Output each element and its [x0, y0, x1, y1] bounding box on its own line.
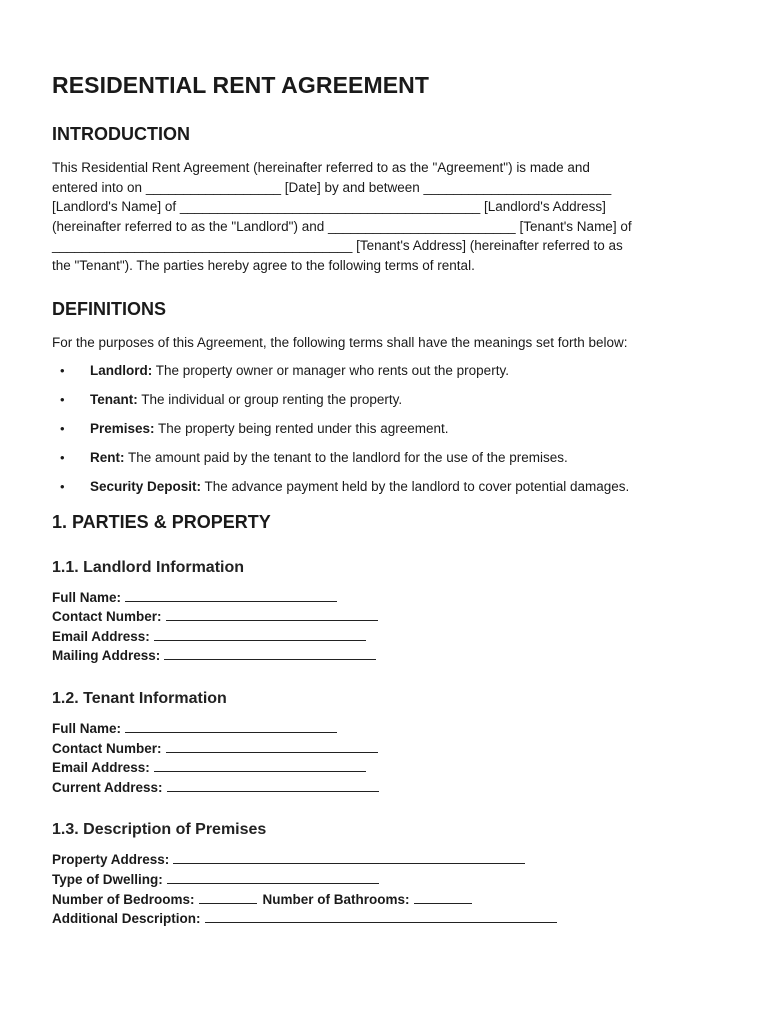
- bullet-icon: •: [60, 392, 65, 408]
- intro-line: the "Tenant"). The parties hereby agree to the following terms of rental.: [52, 257, 475, 273]
- tenant-full-name-blank[interactable]: [125, 719, 337, 733]
- field-label: Property Address:: [52, 852, 170, 868]
- landlord-email-blank[interactable]: [154, 627, 366, 641]
- tenant-full-name-field: [52, 719, 722, 739]
- dwelling-type-field: [52, 870, 722, 890]
- landlord-full-name-field: [52, 588, 722, 608]
- landlord-contact-field: [52, 607, 722, 627]
- definition-item: [52, 477, 722, 497]
- tenant-email-field: [52, 758, 722, 778]
- definition-term: Tenant:: [90, 392, 138, 408]
- definitions-lead: For the purposes of this Agreement, the following terms shall have the meanings set forth below:: [52, 334, 628, 350]
- intro-line: ________________________________________ [Tenant's Address] (hereinafter referred to as: [52, 238, 623, 254]
- landlord-email-field: [52, 627, 722, 647]
- landlord-info-heading: 1.1. Landlord Information: [52, 558, 245, 576]
- definition-term: Premises:: [90, 421, 155, 437]
- field-label: Email Address:: [52, 760, 150, 776]
- intro-line: This Residential Rent Agreement (hereinafter referred to as the "Agreement") is made and: [52, 160, 590, 175]
- landlord-mailing-field: [52, 646, 722, 666]
- field-label: Mailing Address:: [52, 648, 161, 664]
- bathrooms-blank[interactable]: [414, 890, 472, 904]
- definition-text: The property owner or manager who rents out the property.: [152, 363, 509, 379]
- definition-text: The advance payment held by the landlord to cover potential damages.: [201, 479, 630, 495]
- tenant-current-address-field: [52, 778, 722, 798]
- definition-item: [52, 361, 722, 381]
- tenant-current-address-blank[interactable]: [167, 778, 379, 792]
- additional-description-field: [52, 909, 722, 929]
- intro-line: [Landlord's Name] of ________________________________________ [Landlord's Address]: [52, 199, 606, 215]
- field-label: Full Name:: [52, 589, 122, 605]
- tenant-info-heading: 1.2. Tenant Information: [52, 690, 227, 708]
- tenant-fields: [52, 719, 722, 797]
- definition-term: Rent:: [90, 450, 125, 466]
- field-label: Additional Description:: [52, 911, 201, 927]
- intro-line: (hereinafter referred to as the "Landlord") and _________________________ [Tenant's Name] of: [52, 218, 632, 234]
- field-label: Contact Number:: [52, 740, 162, 756]
- bedrooms-blank[interactable]: [199, 890, 257, 904]
- premises-fields: [52, 850, 722, 928]
- definition-term: Security Deposit:: [90, 479, 202, 495]
- definition-term: Landlord:: [90, 363, 153, 379]
- field-label: Contact Number:: [52, 609, 162, 625]
- definition-text: The individual or group renting the property.: [137, 392, 403, 408]
- definition-item: [52, 419, 722, 439]
- landlord-contact-blank[interactable]: [166, 607, 378, 621]
- document-title: RESIDENTIAL RENT AGREEMENT: [52, 72, 430, 98]
- tenant-contact-field: [52, 739, 722, 759]
- introduction-paragraph: [52, 158, 722, 276]
- definitions-list: [52, 361, 722, 497]
- rooms-field: [52, 890, 722, 910]
- field-label: Email Address:: [52, 628, 150, 644]
- tenant-contact-blank[interactable]: [166, 739, 378, 753]
- property-address-field: [52, 850, 722, 870]
- dwelling-type-blank[interactable]: [167, 870, 379, 884]
- definition-text: The property being rented under this agreement.: [154, 421, 449, 437]
- tenant-email-blank[interactable]: [154, 758, 366, 772]
- intro-line: entered into on __________________ [Date] by and between _________________________: [52, 179, 612, 195]
- field-label: Current Address:: [52, 779, 163, 795]
- definitions-heading: DEFINITIONS: [52, 298, 167, 319]
- definition-item: [52, 448, 722, 468]
- landlord-mailing-blank[interactable]: [164, 646, 376, 660]
- additional-description-blank[interactable]: [205, 909, 557, 923]
- bullet-icon: •: [60, 363, 65, 379]
- field-label: Type of Dwelling:: [52, 872, 163, 888]
- definition-item: [52, 390, 722, 410]
- bullet-icon: •: [60, 479, 65, 495]
- parties-heading: 1. PARTIES & PROPERTY: [52, 511, 271, 532]
- landlord-full-name-blank[interactable]: [125, 588, 337, 602]
- premises-heading: 1.3. Description of Premises: [52, 821, 267, 839]
- property-address-blank[interactable]: [173, 850, 525, 864]
- landlord-fields: [52, 588, 722, 666]
- field-label: Number of Bedrooms:: [52, 891, 195, 907]
- field-label: Full Name:: [52, 721, 122, 737]
- bullet-icon: •: [60, 450, 65, 466]
- introduction-heading: INTRODUCTION: [52, 124, 190, 144]
- field-label: Number of Bathrooms:: [262, 891, 410, 907]
- definition-text: The amount paid by the tenant to the landlord for the use of the premises.: [124, 450, 568, 466]
- bullet-icon: •: [60, 421, 65, 437]
- document-body: [52, 70, 722, 929]
